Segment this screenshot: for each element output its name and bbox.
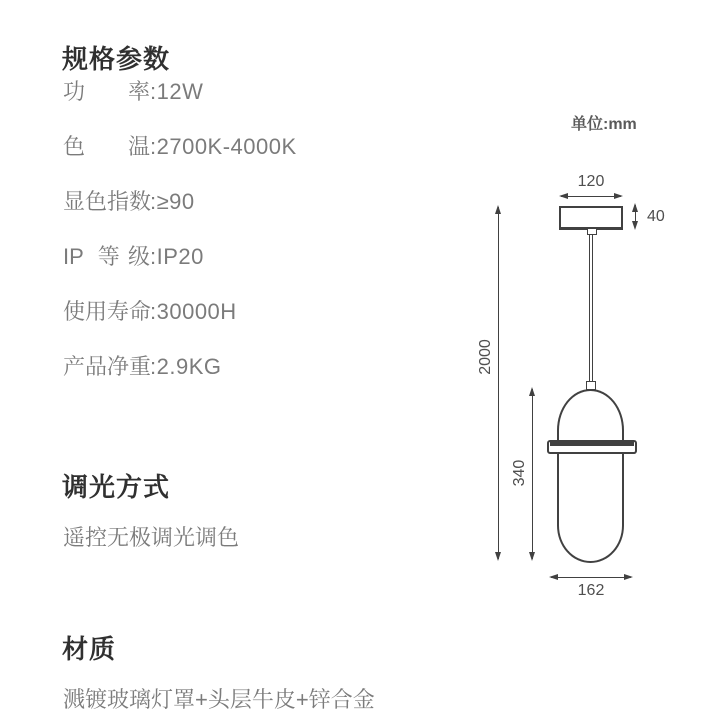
suspension-cable	[589, 234, 593, 382]
dimming-title: 调光方式	[62, 471, 171, 502]
specs-list	[63, 77, 297, 407]
ceiling-canopy	[559, 206, 623, 230]
arrowhead-down-icon	[495, 552, 501, 561]
arrowhead-left-icon	[549, 574, 558, 580]
spec-label: 产品净重	[63, 354, 152, 379]
arrowhead-right-icon	[614, 193, 623, 199]
arrowhead-up-icon	[495, 205, 501, 214]
dim-shade-height-label: 340	[511, 459, 528, 487]
spec-row-cri	[63, 187, 297, 217]
spec-label: 功 率	[63, 79, 150, 104]
dim-shade-diameter-line	[551, 577, 631, 578]
unit-label: 单位:mm	[571, 116, 637, 133]
glass-dome	[557, 389, 624, 441]
arrowhead-up-icon	[632, 203, 638, 212]
dim-shade-diameter-label: 162	[577, 582, 605, 599]
spec-row-net-weight	[63, 352, 297, 382]
spec-row-ip-rating	[63, 242, 297, 272]
spec-label: 使用寿命	[63, 299, 152, 324]
spec-value: :≥90	[150, 189, 195, 214]
dim-drop-length-line	[498, 207, 499, 559]
arrowhead-left-icon	[559, 193, 568, 199]
spec-value: :2.9KG	[150, 354, 222, 379]
dim-shade-height-line	[532, 389, 533, 559]
leather-collar-ring	[547, 440, 637, 454]
dim-canopy-width-line	[561, 196, 621, 197]
arrowhead-up-icon	[529, 387, 535, 396]
arrowhead-down-icon	[529, 552, 535, 561]
dim-drop-length-label: 2000	[477, 339, 494, 375]
spec-row-power	[63, 77, 297, 107]
material-text: 溅镀玻璃灯罩+头层牛皮+锌合金	[63, 687, 375, 712]
arrowhead-right-icon	[624, 574, 633, 580]
arrowhead-down-icon	[632, 221, 638, 230]
dim-canopy-width-label: 120	[577, 173, 605, 190]
dim-canopy-height-label: 40	[647, 208, 665, 225]
spec-value: :12W	[150, 79, 204, 104]
spec-label: IP 等级	[63, 244, 150, 269]
spec-label: 色 温	[63, 134, 150, 159]
spec-value: :2700K-4000K	[150, 134, 297, 159]
spec-label: 显色指数	[63, 189, 152, 214]
dimming-text: 遥控无极调光调色	[63, 525, 240, 550]
spec-value: :30000H	[150, 299, 237, 324]
spec-value: :IP20	[150, 244, 204, 269]
ring-top-strip	[550, 442, 634, 446]
specs-title: 规格参数	[62, 43, 171, 74]
spec-row-color-temp	[63, 132, 297, 162]
glass-shade-body	[557, 452, 624, 563]
spec-row-lifespan	[63, 297, 297, 327]
material-title: 材质	[62, 633, 117, 664]
